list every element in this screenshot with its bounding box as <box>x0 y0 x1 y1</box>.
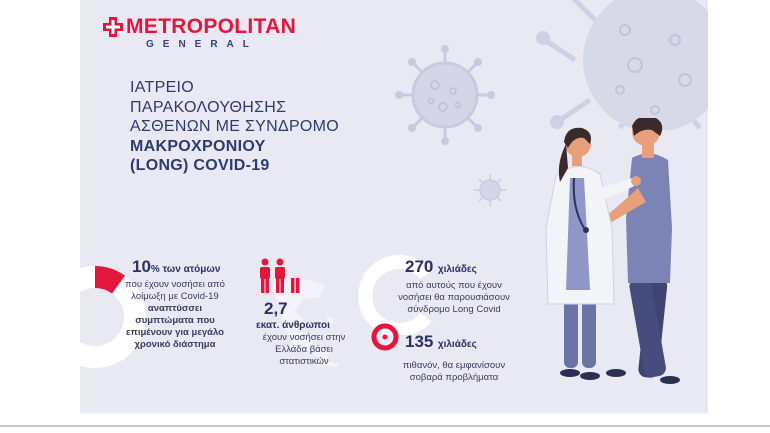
patient-figure <box>606 118 680 384</box>
brand-name: METROPOLITAN <box>126 15 297 38</box>
stat2-text: έχουν νοσήσει στην Ελλάδα βάσει στατιστικών <box>262 332 346 367</box>
doctor-figure <box>546 128 641 380</box>
people-icon <box>258 258 308 294</box>
brand-subtitle: GENERAL <box>146 39 258 50</box>
stat4-unit: χιλιάδες <box>437 339 477 350</box>
stat1-text <box>120 279 230 351</box>
stat1-value-row <box>132 257 220 277</box>
stat4-value-row <box>405 332 477 352</box>
stat3-value-row <box>405 257 477 277</box>
medical-cross-icon <box>102 16 124 38</box>
infographic-card <box>80 0 708 413</box>
stat2-unit: εκατ. άνθρωποι <box>256 320 330 331</box>
stat1-text-b: αναπτύσσει συμπτώματα που επιμένουν για μεγάλο χρονικό διάστημα <box>126 303 224 350</box>
stat3-value: 270 <box>405 257 434 276</box>
stat3-unit: χιλιάδες <box>437 264 477 275</box>
page-title <box>130 78 430 176</box>
title-line: ΙΑΤΡΕΙΟ <box>130 79 195 96</box>
title-line-bold: ΜΑΚΡΟΧΡΟΝΙΟΥ <box>130 137 266 155</box>
title-line: ΠΑΡΑΚΟΛΟΥΘΗΣΗΣ <box>130 98 287 116</box>
stat3-text: από αυτούς που έχουν νοσήσει θα παρουσιάσουν σύνδρομο Long Covid <box>398 280 510 315</box>
stat2-value: 2,7 <box>264 299 288 318</box>
target-icon <box>370 322 400 352</box>
virus-icon <box>535 0 708 130</box>
stat4-value: 135 <box>405 332 434 351</box>
stat1-unit: % των ατόμων <box>150 264 221 275</box>
stat4-text: πιθανόν, θα εμφανίσουν σοβαρά προβλήματα <box>402 360 506 383</box>
doctor-patient-illustration <box>520 118 700 388</box>
bottom-divider <box>0 425 770 427</box>
stat1-value: 10 <box>132 257 151 276</box>
title-line: ΑΣΘΕΝΩΝ ΜΕ ΣΥΝΔΡΟΜΟ <box>130 118 340 135</box>
title-line-bold: (LONG) COVID-19 <box>130 157 270 174</box>
virus-icon <box>472 172 508 208</box>
stat1-text-a: που έχουν νοσήσει από λοίμωξη με Covid-19 <box>125 279 225 302</box>
